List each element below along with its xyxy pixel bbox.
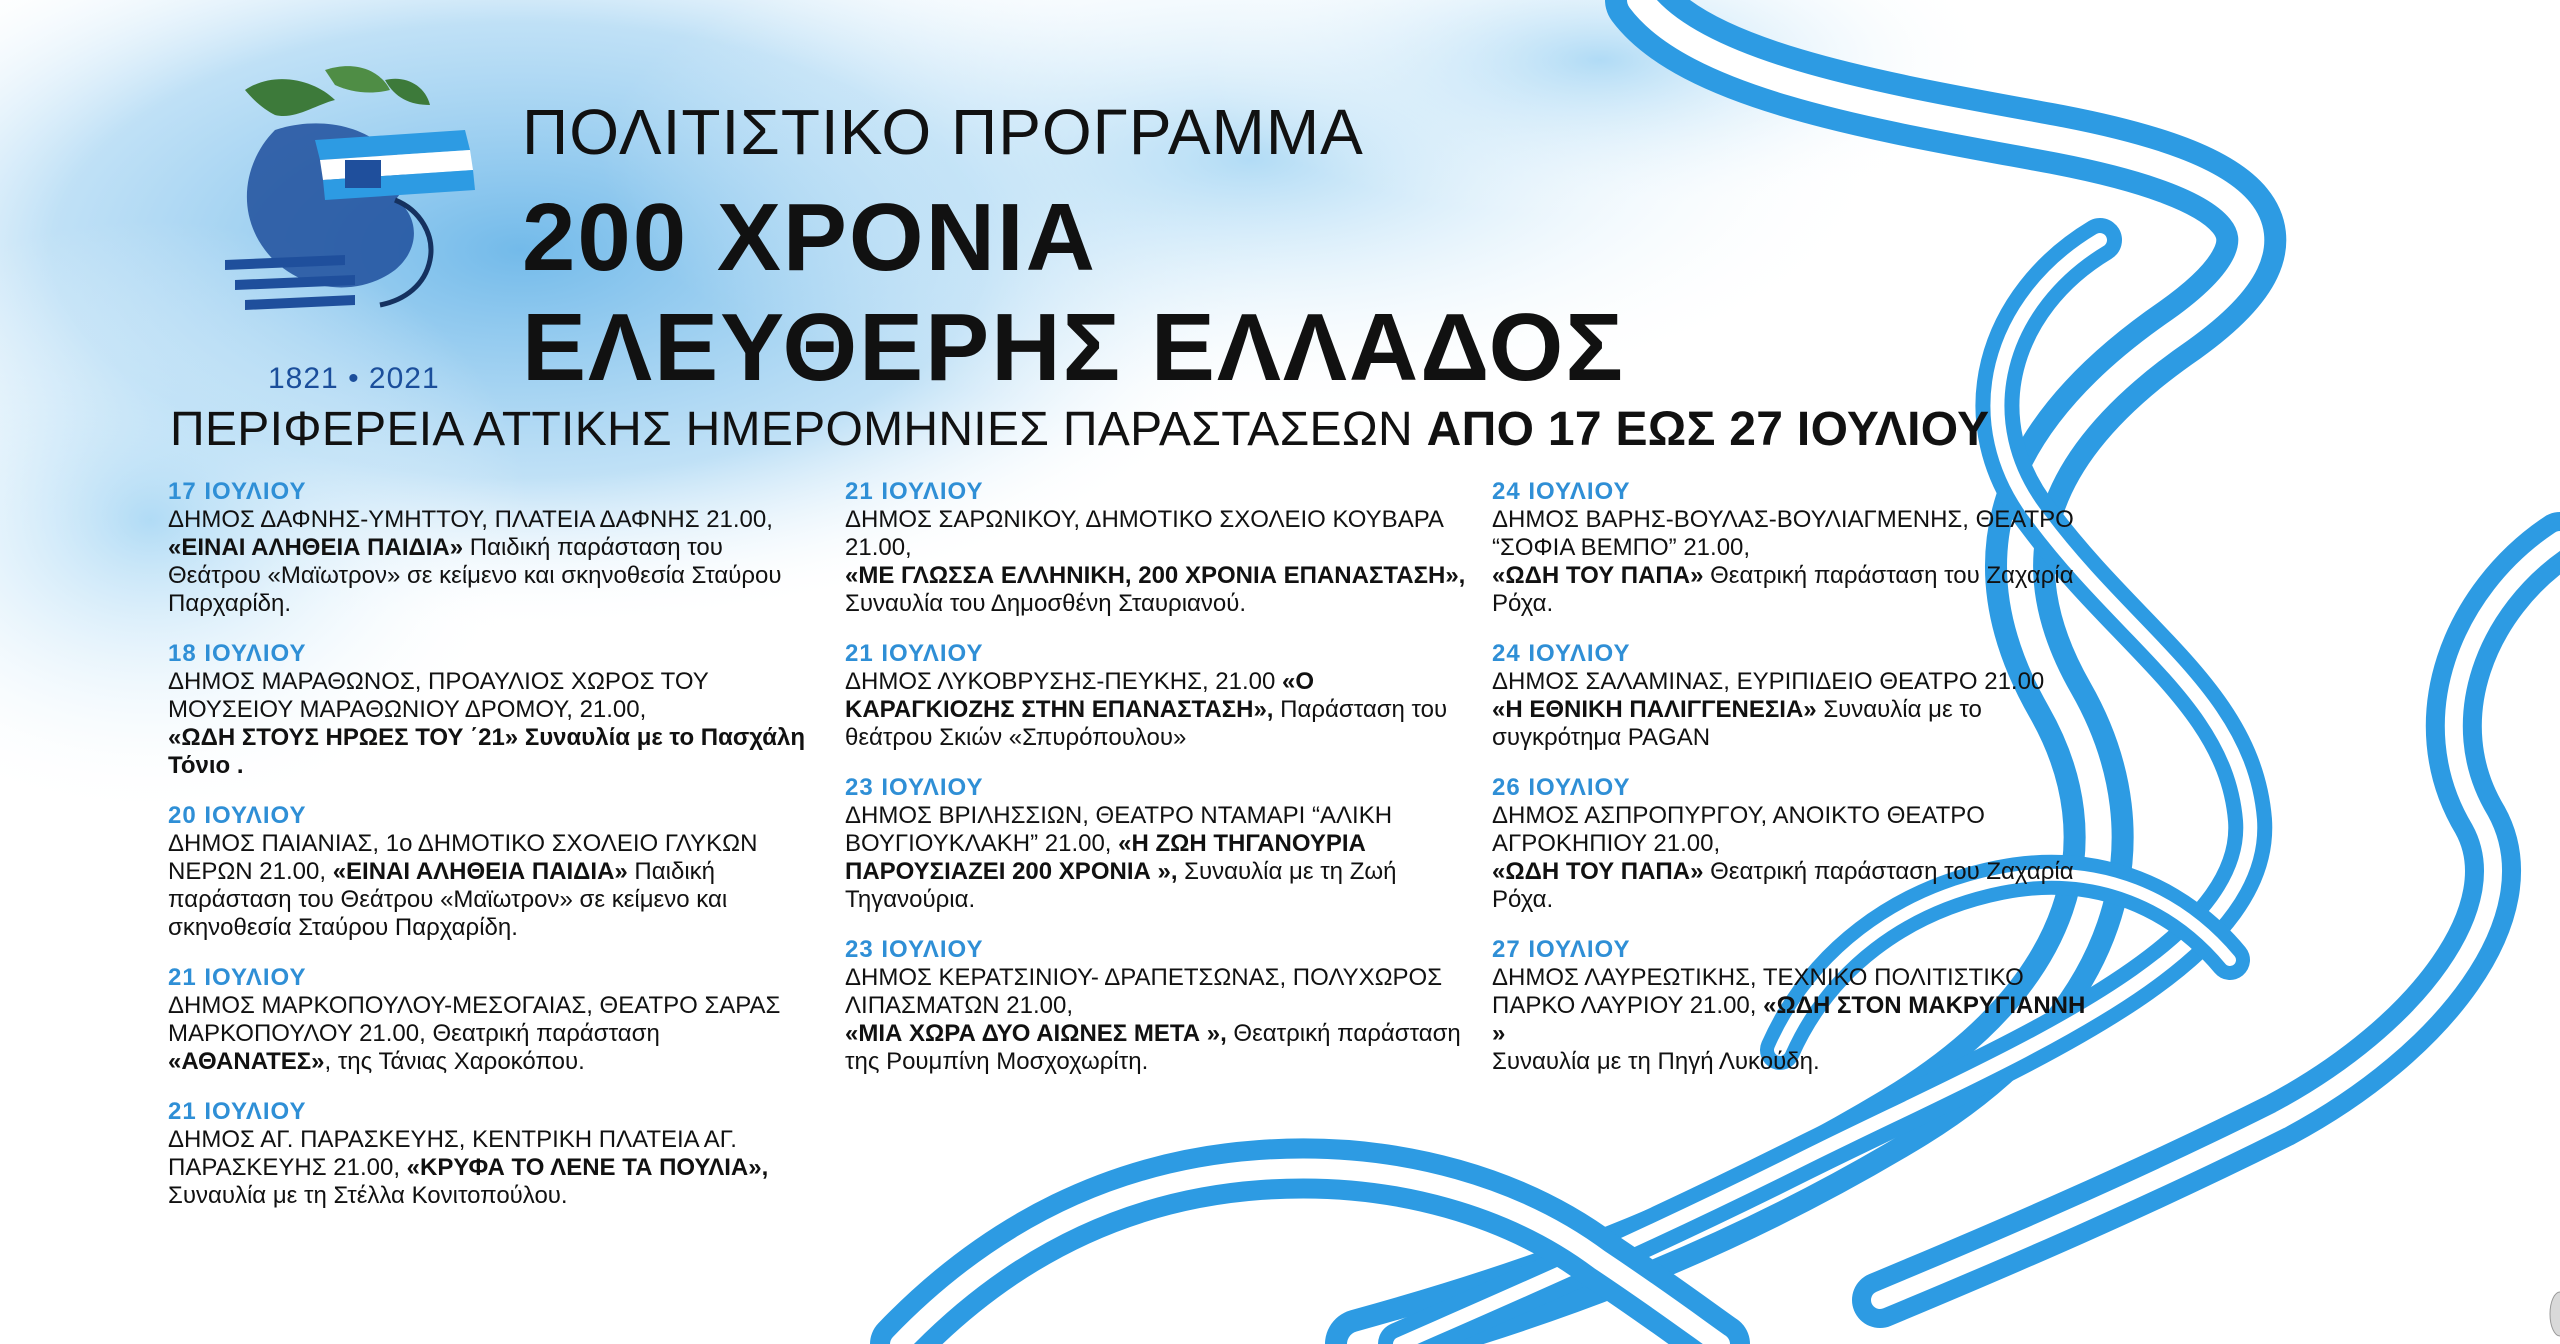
event-title: «ΩΔΗ ΣΤΟΝ ΜΑΚΡΥΓΙΑΝΝΗ » [1492, 992, 2086, 1047]
event-title: «ΚΡΥΦΑ ΤΟ ΛΕΝΕ ΤΑ ΠΟΥΛΙΑ», [406, 1154, 769, 1181]
event-title: «ΜΙΑ ΧΩΡΑ ΔΥΟ ΑΙΩΝΕΣ ΜΕΤΑ », [845, 1020, 1227, 1047]
event-venue: ΔΗΜΟΣ ΣΑΛΑΜΙΝΑΣ, ΕΥΡΙΠΙΔΕΙΟ ΘΕΑΤΡΟ 21.00 [1492, 668, 2045, 695]
event-title: «ΕΙΝΑΙ ΑΛΗΘΕΙΑ ΠΑΙΔΙΑ» [332, 858, 628, 885]
event-date: 17 ΙΟΥΛΙΟΥ [168, 478, 307, 505]
schedule-column-3 [1492, 478, 2092, 1098]
event-description: Παιδική παράσταση του Θεάτρου «Μαϊωτρον» σε κείμενο και σκηνοθεσία Σταύρου Παρχαρίδη. [168, 534, 782, 617]
event-title: «ΩΔΗ ΤΟΥ ΠΑΠΑ» [1492, 858, 1704, 885]
event-title: «Η ΖΩΗ ΤΗΓΑΝΟΥΡΙΑ ΠΑΡΟΥΣΙΑΖΕΙ 200 ΧΡΟΝΙΑ », [845, 830, 1366, 885]
event-item [845, 478, 1485, 618]
event-venue: ΔΗΜΟΣ ΒΑΡΗΣ-ΒΟΥΛΑΣ-ΒΟΥΛΙΑΓΜΕΝΗΣ, ΘΕΑΤΡΟ “ΣΟΦΙΑ ΒΕΜΠΟ” 21.00, [1492, 506, 2074, 561]
event-text [845, 506, 1485, 618]
flag-ribbon [900, 1168, 1720, 1344]
event-title: «Ο ΚΑΡΑΓΚΙΟΖΗΣ ΣΤΗΝ ΕΠΑΝΑΣΤΑΣΗ», [845, 668, 1315, 723]
event-date: 20 ΙΟΥΛΙΟΥ [168, 802, 307, 829]
event-text [1492, 668, 2092, 752]
event-text [845, 964, 1485, 1076]
event-venue: ΔΗΜΟΣ ΜΑΡΚΟΠΟΥΛΟΥ-ΜΕΣΟΓΑΙΑΣ, ΘΕΑΤΡΟ ΣΑΡΑΣ ΜΑΡΚΟΠΟΥΛΟΥ 21.00, Θεατρική παράσταση [168, 992, 781, 1047]
event-date: 24 ΙΟΥΛΙΟΥ [1492, 478, 1631, 505]
schedule-column-2 [845, 478, 1485, 1098]
event-description: Θεατρική παράσταση της Ρουμπίνη Μοσχοχωρίτη. [845, 1020, 1461, 1075]
subtitle-dates: ΑΠΟ 17 ΕΩΣ 27 ΙΟΥΛΙΟΥ [1426, 403, 1990, 456]
laurel-leaves [245, 79, 335, 116]
event-item [1492, 478, 2092, 618]
event-text [1492, 506, 2092, 618]
event-date: 21 ΙΟΥΛΙΟΥ [168, 1098, 307, 1125]
event-venue: ΔΗΜΟΣ ΠΑΙΑΝΙΑΣ, 1ο ΔΗΜΟΤΙΚΟ ΣΧΟΛΕΙΟ ΓΛΥΚΩΝ ΝΕΡΩΝ 21.00, [168, 830, 758, 885]
title-line-1: ΠΟΛΙΤΙΣΤΙΚΟ ΠΡΟΓΡΑΜΜΑ [522, 96, 1364, 168]
event-description: Παράσταση του θεάτρου Σκιών «Σπυρόπουλου» [845, 696, 1448, 751]
event-item [845, 640, 1485, 752]
event-item [168, 478, 808, 618]
event-venue: ΔΗΜΟΣ ΔΑΦΝΗΣ-ΥΜΗΤΤΟΥ, ΠΛΑΤΕΙΑ ΔΑΦΝΗΣ 21.00, [168, 506, 773, 533]
corner-emblem [2546, 1284, 2560, 1344]
event-text [168, 992, 808, 1076]
schedule-column-1 [168, 478, 808, 1232]
subtitle [170, 402, 1989, 457]
event-venue: ΔΗΜΟΣ ΛΥΚΟΒΡΥΣΗΣ-ΠΕΥΚΗΣ, 21.00 [845, 668, 1283, 695]
event-title: «ΩΔΗ ΤΟΥ ΠΑΠΑ» [1492, 562, 1704, 589]
event-item [168, 640, 808, 780]
event-venue: ΔΗΜΟΣ ΒΡΙΛΗΣΣΙΩΝ, ΘΕΑΤΡΟ ΝΤΑΜΑΡΙ “ΑΛΙΚΗ ΒΟΥΓΙΟΥΚΛΑΚΗ” 21.00, [845, 802, 1393, 857]
event-title: «ΩΔΗ ΣΤΟΥΣ ΗΡΩΕΣ ΤΟΥ ΄21» Συναυλία με το Πασχάλη Τόνιο . [168, 724, 806, 779]
event-item [1492, 640, 2092, 752]
event-text [168, 668, 808, 780]
event-text [845, 802, 1485, 914]
event-venue: ΔΗΜΟΣ ΑΣΠΡΟΠΥΡΓΟΥ, ΑΝΟΙΚΤΟ ΘΕΑΤΡΟ ΑΓΡΟΚΗΠΙΟΥ 21.00, [1492, 802, 1985, 857]
event-description: Συναυλία με το συγκρότημα PAGAN [1492, 696, 1982, 751]
flag-canton [345, 160, 381, 188]
neck-stripes [235, 275, 355, 290]
event-item [168, 964, 808, 1076]
event-text [168, 1126, 808, 1210]
event-title: «Η ΕΘΝΙΚΗ ΠΑΛΙΓΓΕΝΕΣΙΑ» [1492, 696, 1817, 723]
title-line-3: ΕΛΕΥΘΕΡΗΣ ΕΛΛΑΔΟΣ [522, 294, 1625, 401]
event-item [168, 1098, 808, 1210]
event-description: Συναυλία με τη Στέλλα Κονιτοπούλου. [168, 1182, 568, 1209]
event-date: 23 ΙΟΥΛΙΟΥ [845, 774, 984, 801]
event-date: 23 ΙΟΥΛΙΟΥ [845, 936, 984, 963]
event-text [168, 830, 808, 942]
event-title: «ΑΘΑΝΑΤΕΣ» [168, 1048, 325, 1075]
title-line-2: 200 ΧΡΟΝΙΑ [522, 184, 1097, 291]
event-date: 18 ΙΟΥΛΙΟΥ [168, 640, 307, 667]
event-description: Θεατρική παράσταση του Ζαχαρία Ρόχα. [1492, 562, 2074, 617]
event-venue: ΔΗΜΟΣ ΜΑΡΑΘΩΝΟΣ, ΠΡΟΑΥΛΙΟΣ ΧΩΡΟΣ ΤΟΥ ΜΟΥΣΕΙΟΥ ΜΑΡΑΘΩΝΙΟΥ ΔΡΟΜΟΥ, 21.00, [168, 668, 709, 723]
event-description: Συναυλία με τη Ζωή Τηγανούρια. [845, 858, 1397, 913]
laurel-leaves [385, 79, 430, 105]
event-venue: ΔΗΜΟΣ ΑΓ. ΠΑΡΑΣΚΕΥΗΣ, ΚΕΝΤΡΙΚΗ ΠΛΑΤΕΙΑ ΑΓ. ΠΑΡΑΣΚΕΥΗΣ 21.00, [168, 1126, 737, 1181]
neck-stripes [245, 295, 355, 310]
event-date: 21 ΙΟΥΛΙΟΥ [168, 964, 307, 991]
event-item [168, 802, 808, 942]
event-date: 21 ΙΟΥΛΙΟΥ [845, 478, 984, 505]
event-date: 27 ΙΟΥΛΙΟΥ [1492, 936, 1631, 963]
title-block [522, 96, 1625, 401]
event-venue: ΔΗΜΟΣ ΣΑΡΩΝΙΚΟΥ, ΔΗΜΟΤΙΚΟ ΣΧΟΛΕΙΟ ΚΟΥΒΑΡΑ 21.00, [845, 506, 1443, 561]
event-date: 26 ΙΟΥΛΙΟΥ [1492, 774, 1631, 801]
event-item [845, 774, 1485, 914]
subtitle-region: ΠΕΡΙΦΕΡΕΙΑ ΑΤΤΙΚΗΣ ΗΜΕΡΟΜΗΝΙΕΣ ΠΑΡΑΣΤΑΣΕΩΝ [170, 403, 1427, 456]
event-date: 21 ΙΟΥΛΙΟΥ [845, 640, 984, 667]
event-description: Συναυλία με τη Πηγή Λυκούδη. [1492, 1048, 1820, 1075]
event-item [1492, 936, 2092, 1076]
event-description: Θεατρική παράσταση του Ζαχαρία Ρόχα. [1492, 858, 2074, 913]
event-title: «ΜΕ ΓΛΩΣΣΑ ΕΛΛΗΝΙΚΗ, 200 ΧΡΟΝΙΑ ΕΠΑΝΑΣΤΑΣΗ», [845, 562, 1466, 589]
event-text [168, 506, 808, 618]
event-date: 24 ΙΟΥΛΙΟΥ [1492, 640, 1631, 667]
event-venue: ΔΗΜΟΣ ΛΑΥΡΕΩΤΙΚΗΣ, ΤΕΧΝΙΚΟ ΠΟΛΙΤΙΣΤΙΚΟ ΠΑΡΚΟ ΛΑΥΡΙΟΥ 21.00, [1492, 964, 2024, 1019]
event-text [1492, 802, 2092, 914]
event-title: «ΕΙΝΑΙ ΑΛΗΘΕΙΑ ΠΑΙΔΙΑ» [168, 534, 464, 561]
event-item [1492, 774, 2092, 914]
years-label: 1821 • 2021 [268, 362, 440, 395]
event-description: , της Τάνιας Χαροκόπου. [324, 1048, 585, 1075]
event-item [845, 936, 1485, 1076]
event-venue: ΔΗΜΟΣ ΚΕΡΑΤΣΙΝΙΟΥ- ΔΡΑΠΕΤΣΩΝΑΣ, ΠΟΛΥΧΩΡΟΣ ΛΙΠΑΣΜΑΤΩΝ 21.00, [845, 964, 1443, 1019]
event-description: Συναυλία του Δημοσθένη Σταυριανού. [845, 590, 1247, 617]
laurel-leaves [325, 66, 390, 92]
bicentennial-logo [205, 60, 505, 320]
event-description: Παιδική παράσταση του Θεάτρου «Μαϊωτρον» σε κείμενο και σκηνοθεσία Σταύρου Παρχαρίδη. [168, 858, 728, 941]
event-text [845, 668, 1485, 752]
event-text [1492, 964, 2092, 1076]
